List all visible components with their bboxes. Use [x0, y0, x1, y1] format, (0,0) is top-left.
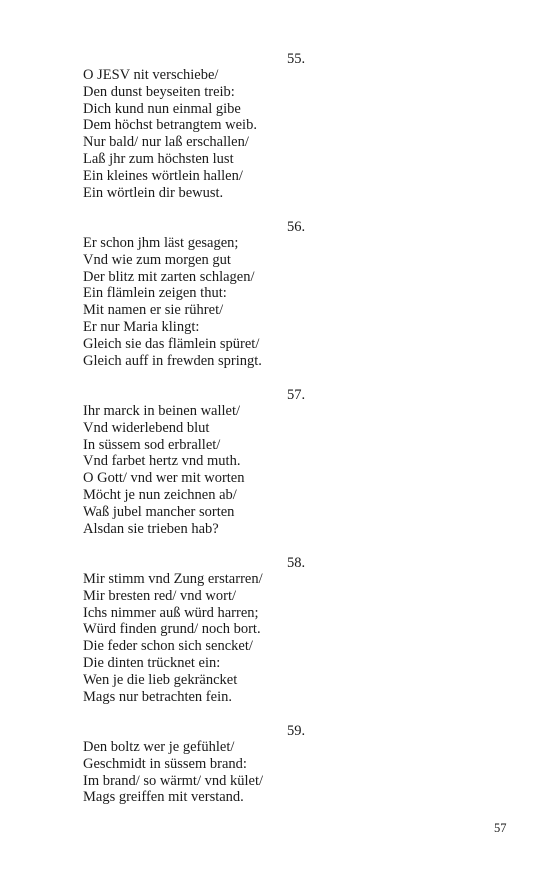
verse-line: Ihr marck in beinen wallet/	[83, 403, 241, 419]
verse-line: Den boltz wer je gefühlet/	[83, 739, 235, 755]
verse-line: Waß jubel mancher sorten	[83, 503, 235, 520]
verse-line: Er nur Maria klingt:	[83, 318, 200, 335]
stanza-number: 58.	[287, 555, 306, 571]
verse-line: Mags greiffen mit verstand.	[83, 789, 244, 806]
verse-line: Mir bresten red/ vnd wort/	[83, 587, 237, 604]
verse-line: Gleich sie das flämlein spüret/	[83, 335, 260, 352]
verse-line: Ein wörtlein dir bewust.	[83, 184, 224, 201]
verse-line: Vnd widerlebend blut	[83, 419, 210, 436]
verse-line: Vnd wie zum morgen gut	[83, 251, 231, 268]
stanza-lines	[83, 235, 262, 369]
verse-line: Im brand/ so wärmt/ vnd kület/	[83, 772, 264, 789]
stanza-lines	[83, 403, 245, 537]
verse-line: Geschmidt in süssem brand:	[83, 755, 247, 772]
verse-line: Der blitz mit zarten schlagen/	[83, 268, 255, 285]
verse-line: O JESV nit verschiebe/	[83, 67, 219, 83]
verse-line: Möcht je nun zeichnen ab/	[83, 486, 237, 503]
verse-line: Laß jhr zum höchsten lust	[83, 150, 234, 167]
page-number: 57	[494, 821, 507, 835]
verse-line: Wen je die lieb gekräncket	[83, 671, 238, 688]
verse-line: Nur bald/ nur laß erschallen/	[83, 134, 249, 151]
verse-line: Gleich auff in frewden springt.	[83, 352, 262, 369]
verse-line: Ichs nimmer auß würd harren;	[83, 604, 259, 621]
verse-line: Die dinten trücknet ein:	[83, 654, 221, 671]
verse-line: Mit namen er sie rühret/	[83, 302, 224, 319]
stanza-number: 55.	[287, 51, 306, 67]
stanza-number: 57.	[287, 387, 306, 403]
verse-line: Ein flämlein zeigen thut:	[83, 285, 227, 302]
verse-line: O Gott/ vnd wer mit worten	[83, 470, 245, 487]
verse-line: Würd finden grund/ noch bort.	[83, 621, 261, 638]
verse-line: Mags nur betrachten fein.	[83, 688, 232, 705]
verse-line: Vnd farbet hertz vnd muth.	[83, 453, 241, 470]
stanza-lines	[83, 739, 263, 806]
verse-line: Alsdan sie trieben hab?	[83, 520, 219, 537]
stanza-lines	[83, 571, 263, 705]
verse-line: Ein kleines wörtlein hallen/	[83, 167, 243, 184]
verse-line: Die feder schon sich sencket/	[83, 638, 253, 655]
verse-line: Dich kund nun einmal gibe	[83, 100, 241, 117]
verse-line: Dem höchst betrangtem weib.	[83, 117, 257, 134]
stanza-lines	[83, 67, 257, 201]
verse-line: In süssem sod erbrallet/	[83, 436, 221, 453]
stanza-number: 59.	[287, 723, 306, 739]
verse-line: Mir stimm vnd Zung erstarren/	[83, 571, 263, 587]
stanza-number: 56.	[287, 219, 306, 235]
verse-line: Den dunst beyseiten treib:	[83, 83, 235, 100]
verse-line: Er schon jhm läst gesagen;	[83, 235, 239, 251]
